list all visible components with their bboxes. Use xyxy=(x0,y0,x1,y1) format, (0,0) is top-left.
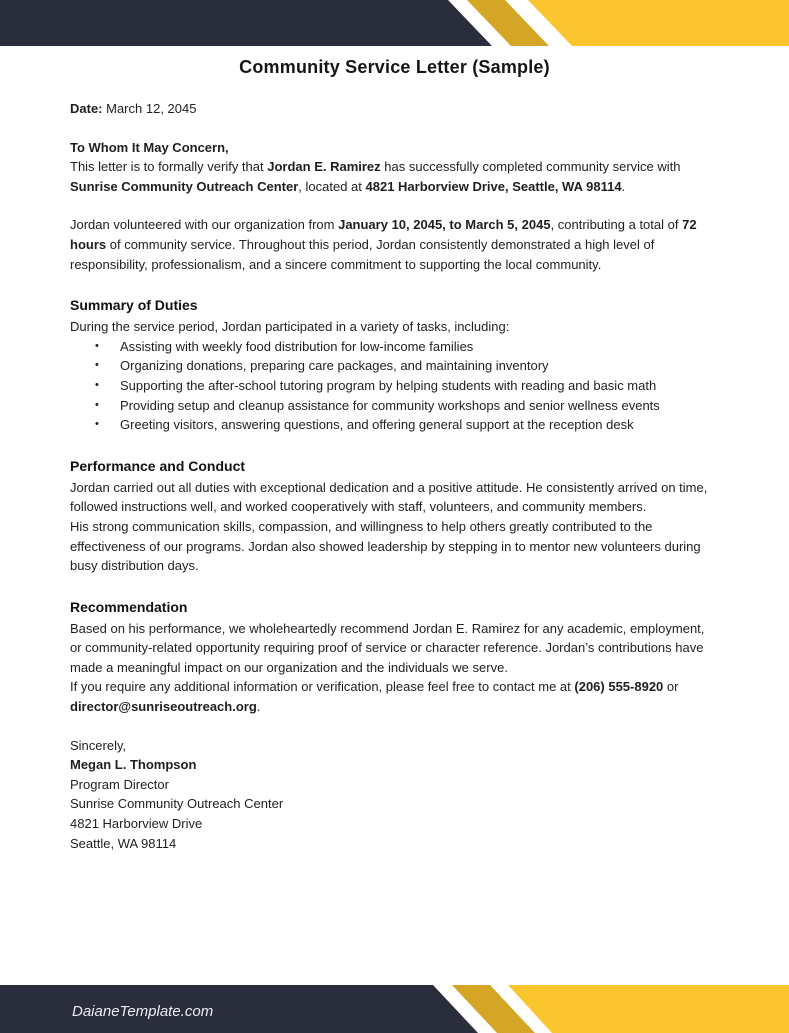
signature-title xyxy=(70,775,719,795)
bullet-icon: • xyxy=(95,378,99,391)
header-navy-shape xyxy=(0,0,492,46)
list-item xyxy=(70,396,719,416)
text-run: Jordan carried out all duties with exceptional dedication and a positive attitude. He consistently arrived on time, followed instructions well, and worked cooperatively with staff, volunteers, and community members. xyxy=(70,479,708,515)
closing xyxy=(70,736,719,756)
text-run: Sunrise Community Outreach Center xyxy=(70,796,284,812)
header-yellow-shape xyxy=(528,0,789,46)
list-item xyxy=(70,356,719,376)
heading-recommendation: Recommendation xyxy=(70,598,188,615)
bullet-icon: • xyxy=(95,398,99,411)
heading-performance-and-conduct: Performance and Conduct xyxy=(70,457,246,474)
text-run: Seattle, WA 98114 xyxy=(70,835,177,851)
text-run: , located at xyxy=(298,178,366,194)
duties-list xyxy=(70,337,719,435)
bold-text-run: 4821 Harborview Drive, Seattle, WA 98114 xyxy=(365,178,622,194)
text-run: His strong communication skills, compassion, and willingness to help others greatly contributed to the effectiveness of our programs. Jordan also showed leadership by stepping in to mentor new volunteers during busy distribution days. xyxy=(70,518,701,574)
text-run: , contributing a total of xyxy=(550,217,683,233)
text-run: This letter is to formally verify that xyxy=(70,159,268,175)
text-run: Jordan volunteered with our organization from xyxy=(70,217,339,233)
bold-text-run: Date: xyxy=(70,101,103,116)
text-run: . xyxy=(621,178,626,194)
bold-text-run: Jordan E. Ramirez xyxy=(267,159,381,175)
list-item-text: Greeting visitors, answering questions, and offering general support at the reception desk xyxy=(120,417,634,433)
contact-paragraph xyxy=(70,677,719,716)
signature-address-1 xyxy=(70,814,719,834)
bullet-icon: • xyxy=(95,359,99,372)
text-run: March 12, 2045 xyxy=(102,101,197,116)
date-line xyxy=(70,99,719,119)
signature-org xyxy=(70,794,719,814)
bold-text-run: director@sunriseoutreach.org xyxy=(70,699,257,715)
list-item-text: Providing setup and cleanup assistance for community workshops and senior wellness events xyxy=(120,397,660,413)
footer-brand-text: DaianeTemplate.com xyxy=(72,1003,214,1020)
recommendation-paragraph xyxy=(70,619,719,678)
list-item xyxy=(70,337,719,357)
list-item-text: Assisting with weekly food distribution for low-income families xyxy=(120,338,474,354)
duties-intro xyxy=(70,317,719,337)
intro-paragraph xyxy=(70,157,719,196)
list-item-text: Organizing donations, preparing care packages, and maintaining inventory xyxy=(120,358,549,374)
bold-text-run: January 10, 2045, to March 5, 2045 xyxy=(338,217,551,233)
signature-name xyxy=(70,755,719,775)
heading-summary-of-duties: Summary of Duties xyxy=(70,297,198,314)
performance-paragraph-2 xyxy=(70,517,719,576)
text-run: has successfully completed community service with xyxy=(380,159,681,175)
text-run: Based on his performance, we wholeheartedly recommend Jordan E. Ramirez for any academic, employment, or community-related opportunity requiring proof of service or character reference. Jordan’s contributions have made a meaningful impact on our organization and the individuals we serve. xyxy=(70,620,705,675)
text-run: During the service period, Jordan participated in a variety of tasks, including: xyxy=(70,319,510,335)
signature-address-2 xyxy=(70,834,719,854)
bold-text-run: (206) 555-8920 xyxy=(574,679,664,695)
bold-text-run: Sunrise Community Outreach Center xyxy=(70,178,299,194)
text-run: or xyxy=(663,679,679,695)
text-run: . xyxy=(256,699,261,715)
page-title: Community Service Letter (Sample) xyxy=(239,57,550,77)
footer-yellow-shape xyxy=(508,985,789,1033)
letter-body xyxy=(70,99,719,853)
list-item-text: Supporting the after-school tutoring program by helping students with reading and basic math xyxy=(120,377,657,393)
salutation xyxy=(70,138,719,158)
bullet-icon: • xyxy=(95,339,99,352)
text-run: If you require any additional information or verification, please feel free to contact me at xyxy=(70,679,575,695)
bullet-icon: • xyxy=(95,418,99,431)
text-run: 4821 Harborview Drive xyxy=(70,816,203,832)
performance-paragraph-1 xyxy=(70,478,719,517)
text-run: Program Director xyxy=(70,776,169,792)
header-banner xyxy=(0,0,789,46)
text-run: Sincerely, xyxy=(70,737,127,753)
list-item xyxy=(70,415,719,435)
service-summary-paragraph xyxy=(70,215,719,274)
list-item xyxy=(70,376,719,396)
bold-text-run: 72 hours xyxy=(70,217,697,252)
bold-text-run: To Whom It May Concern, xyxy=(70,139,229,155)
bold-text-run: Megan L. Thompson xyxy=(70,757,197,773)
text-run: of community service. Throughout this period, Jordan consistently demonstrated a high level of responsibility, professionalism, and a sincere commitment to supporting the local community. xyxy=(70,236,655,272)
